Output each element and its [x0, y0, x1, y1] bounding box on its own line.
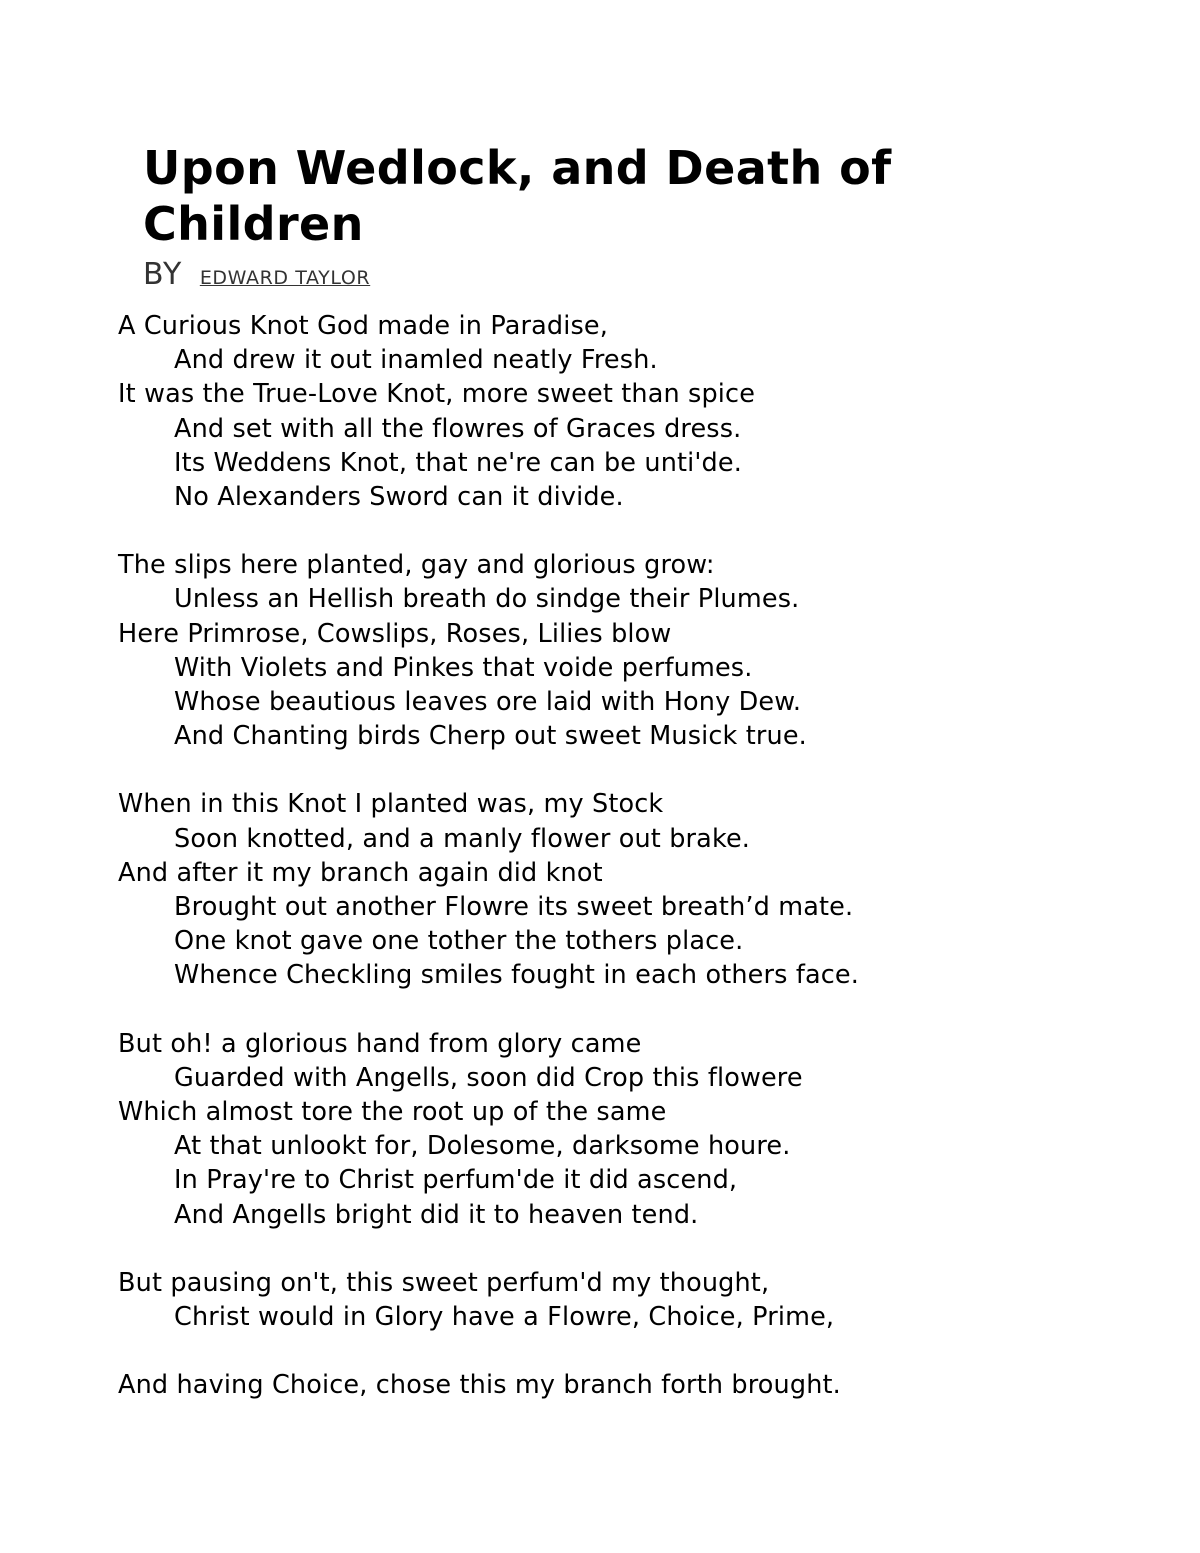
poem-line: Here Primrose, Cowslips, Roses, Lilies blow: [118, 618, 672, 649]
poem-line: The slips here planted, gay and glorious grow:: [118, 550, 715, 581]
poem-line: In Pray're to Christ perfum'de it did ascend,: [174, 1165, 738, 1196]
stanza: [118, 1368, 1118, 1402]
byline-prefix: BY: [143, 257, 183, 292]
poem-line: When in this Knot I planted was, my Stock: [118, 789, 664, 820]
poem-line: Unless an Hellish breath do sindge their Plumes.: [174, 584, 800, 615]
stanza: [118, 1266, 1118, 1334]
poem-line: Whose beautious leaves ore laid with Hony Dew.: [174, 687, 802, 718]
poem-line: No Alexanders Sword can it divide.: [174, 482, 624, 513]
stanza: [118, 787, 1118, 992]
poem-line: Which almost tore the root up of the same: [118, 1097, 667, 1128]
poem-line: Guarded with Angells, soon did Crop this flowere: [174, 1062, 803, 1093]
poem-line: And having Choice, chose this my branch forth brought.: [118, 1370, 841, 1401]
poem-line: It was the True-Love Knot, more sweet than spice: [118, 379, 756, 410]
stanza: [118, 1027, 1118, 1232]
poem-line: Whence Checkling smiles fought in each others face.: [174, 960, 860, 991]
poem-line: And after it my branch again did knot: [118, 857, 603, 888]
poem-body: [118, 309, 1118, 1436]
poem-title: Upon Wedlock, and Death of Children: [143, 141, 892, 251]
poem-line: But oh! a glorious hand from glory came: [118, 1028, 642, 1059]
poem-line: At that unlookt for, Dolesome, darksome houre.: [174, 1131, 791, 1162]
poem-line: One knot gave one tother the tothers place.: [174, 926, 744, 957]
poem-line: And set with all the flowres of Graces dress.: [174, 413, 742, 444]
poem-line: And Angells bright did it to heaven tend.: [174, 1199, 699, 1230]
poem-line: And drew it out inamled neatly Fresh.: [174, 345, 658, 376]
poem-line: And Chanting birds Cherp out sweet Musick true.: [174, 721, 807, 752]
poem-line: But pausing on't, this sweet perfum'd my thought,: [118, 1267, 770, 1298]
stanza: [118, 309, 1118, 514]
poem-line: Its Weddens Knot, that ne're can be unti'de.: [174, 447, 742, 478]
author-link[interactable]: EDWARD TAYLOR: [199, 267, 371, 289]
poem-line: Soon knotted, and a manly flower out brake.: [174, 823, 751, 854]
stanza: [118, 548, 1118, 753]
poem-line: A Curious Knot God made in Paradise,: [118, 311, 608, 341]
poem-line: Brought out another Flowre its sweet breath’d mate.: [174, 892, 854, 923]
poem-line: Christ would in Glory have a Flowre, Choice, Prime,: [174, 1302, 835, 1333]
byline: [143, 257, 370, 296]
poem-line: With Violets and Pinkes that voide perfumes.: [174, 652, 753, 683]
